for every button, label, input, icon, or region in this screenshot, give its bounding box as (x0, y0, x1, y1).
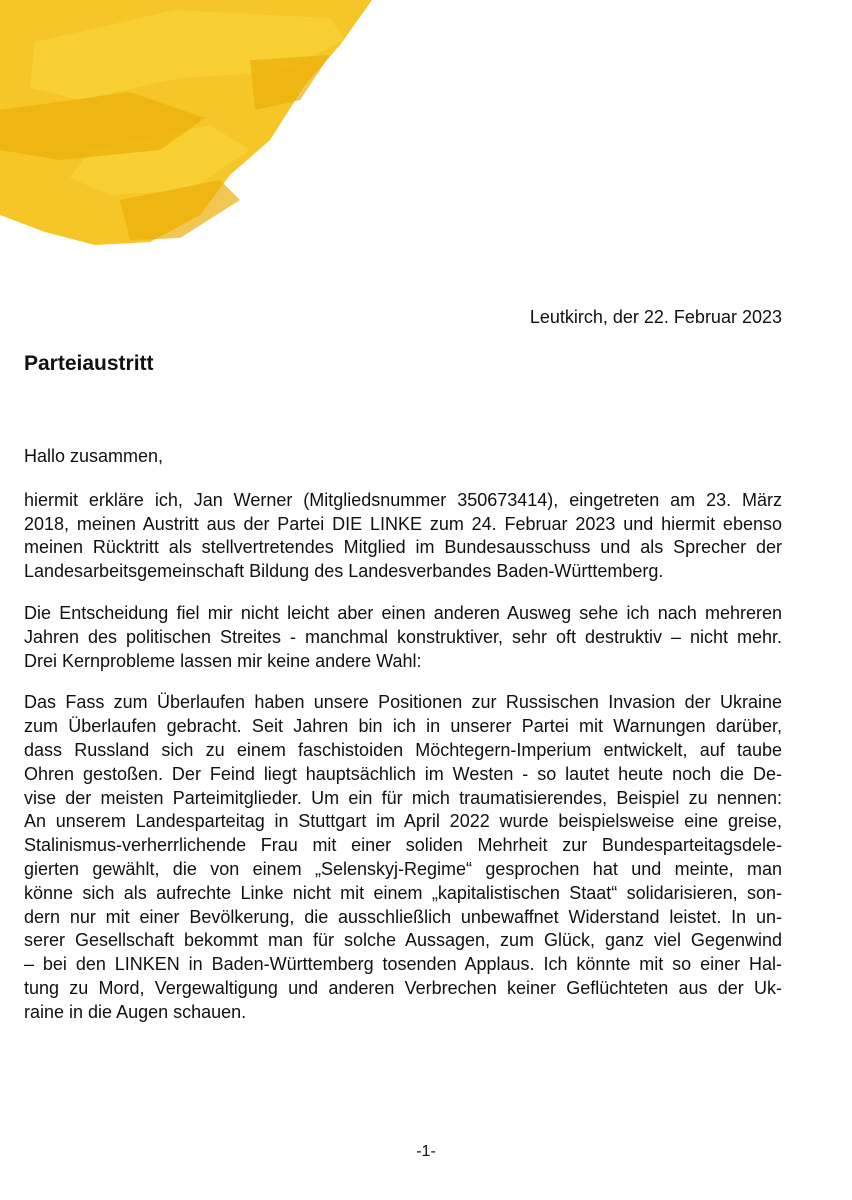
paragraph-decision (24, 602, 782, 673)
text-line: Stalinismus-verherrlichende Frau mit einer soliden Mehrheit zur Bundesparteitagsdele- (24, 835, 782, 856)
text-line: Drei Kernprobleme lassen mir keine andere Wahl: (24, 650, 422, 671)
text-line: gierten gewählt, die von einem „Selenskyj-Regime“ gesprochen hat und meinte, man (24, 858, 782, 879)
text-line: – bei den LINKEN in Baden-Württemberg tosenden Applaus. Ich könnte mit so einer Hal- (24, 954, 782, 975)
text-line: Jahren des politischen Streites - manchmal konstruktiver, sehr oft destruktiv – nicht mehr. (24, 626, 782, 647)
letter-title: Parteiaustritt (24, 352, 154, 375)
redaction-mark (0, 0, 372, 250)
text-line: dern nur mit einer Bevölkerung, die ausschließlich unbewaffnet Widerstand leistet. In un- (24, 906, 782, 927)
text-line: könne sich als aufrechte Linke nicht mit einem „kapitalistischen Staat“ solidarisieren, son- (24, 882, 782, 903)
text-line: meinen Rücktritt als stellvertretendes Mitglied im Bundesausschuss und als Sprecher der (24, 537, 782, 558)
letter-date: Leutkirch, der 22. Februar 2023 (529, 307, 782, 327)
text-line: Das Fass zum Überlaufen haben unsere Positionen zur Russischen Invasion der Ukraine (24, 692, 782, 713)
paragraph-resignation (24, 489, 782, 584)
letter-body (24, 445, 782, 1043)
text-line: hiermit erkläre ich, Jan Werner (Mitgliedsnummer 350673414), eingetreten am 23. März (24, 489, 782, 510)
text-line: raine in die Augen schauen. (24, 1001, 247, 1022)
text-line: Die Entscheidung fiel mir nicht leicht aber einen anderen Ausweg sehe ich nach mehreren (24, 602, 782, 623)
greeting: Hallo zusammen, (24, 446, 164, 466)
page-number: -1- (416, 1143, 436, 1160)
text-line: zum Überlaufen gebracht. Seit Jahren bin ich in unserer Partei mit Warnungen darüber, (24, 716, 782, 737)
text-line: Ohren gestoßen. Der Feind liegt hauptsächlich im Westen - so lautet heute noch die De- (24, 763, 782, 784)
text-line: tung zu Mord, Vergewaltigung und anderen Verbrechen keiner Geflüchteten aus der Uk- (24, 977, 782, 998)
paragraph-ukraine (24, 691, 782, 1024)
text-line: Landesarbeitsgemeinschaft Bildung des Landesverbandes Baden-Württemberg. (24, 561, 664, 582)
text-line: vise der meisten Parteimitglieder. Um ein für mich traumatisierendes, Beispiel zu nennen: (24, 787, 782, 808)
text-line: 2018, meinen Austritt aus der Partei DIE LINKE zum 24. Februar 2023 und hiermit ebenso (24, 513, 782, 534)
text-line: dass Russland sich zu einem faschistoiden Möchtegern-Imperium entwickelt, auf taube (24, 739, 782, 760)
text-line: serer Gesellschaft bekommt man für solche Aussagen, zum Glück, ganz viel Gegenwind (24, 930, 782, 951)
text-line: An unserem Landesparteitag in Stuttgart im April 2022 wurde beispielsweise eine greise, (24, 811, 782, 832)
